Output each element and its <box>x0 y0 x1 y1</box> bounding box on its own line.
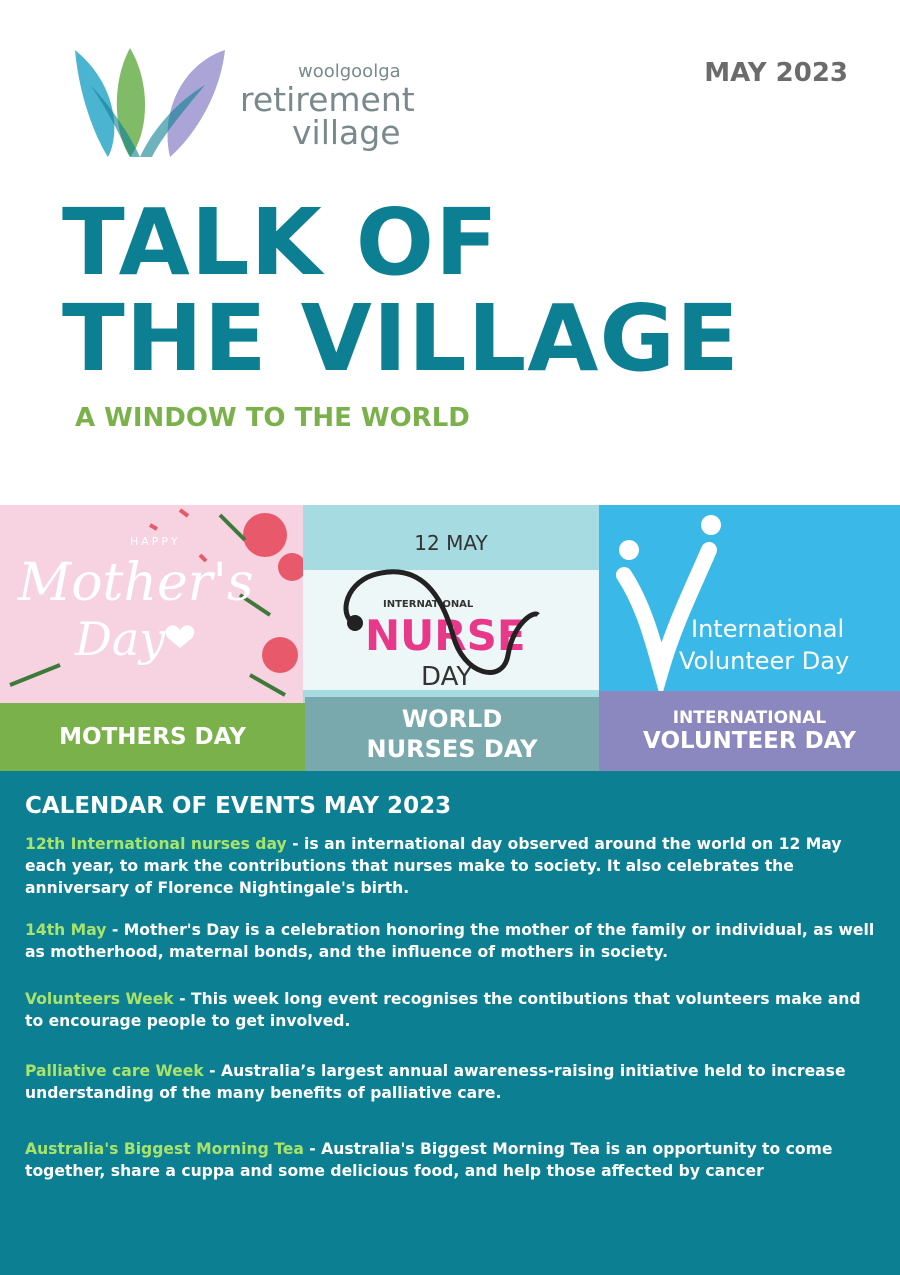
logo-line-1: retirement <box>240 80 415 119</box>
flower-decoration-icon <box>0 505 303 705</box>
image-volunteer-day-text: Volunteer Day <box>679 647 850 675</box>
event-name: 14th May <box>25 921 112 939</box>
event-description: - Australia's Biggest Morning Tea is an opportunity to come together, share a cuppa and some delicious food, and help those affected by cancer <box>25 1140 833 1180</box>
title-line-2: THE VILLAGE <box>62 285 740 392</box>
issue-date: MAY 2023 <box>704 58 848 88</box>
event-name: Volunteers Week <box>25 990 174 1008</box>
event-item <box>25 919 875 963</box>
image-mothers-text: Mother's <box>18 553 254 613</box>
mothers-day-label <box>0 703 305 771</box>
image-nurse-text: NURSE <box>365 611 526 660</box>
nurses-day-label-line-2: NURSES DAY <box>366 735 538 763</box>
volunteer-day-label-line-2: VOLUNTEER DAY <box>643 728 856 754</box>
logo-small-text: woolgoolga <box>298 61 401 82</box>
event-description: - Mother's Day is a celebration honoring the mother of the family or individual, as well as motherhood, maternal bonds, and the influence of mothers in society. <box>25 921 875 961</box>
image-international-text: International <box>691 615 845 643</box>
logo-leaves-icon <box>70 45 230 165</box>
image-date-text: 12 MAY <box>414 531 488 555</box>
logo-line-2: village <box>292 113 401 152</box>
event-item <box>25 988 875 1032</box>
event-item <box>25 1138 875 1182</box>
event-item <box>25 1060 875 1104</box>
volunteer-day-image <box>599 505 900 705</box>
title-line-1: TALK OF <box>62 189 499 296</box>
nurses-day-image <box>303 505 599 705</box>
event-description: - is an international day observed around the world on 12 May each year, to mark the contributions that nurses make to society. It also celebrates the anniversary of Florence Nightingale's birth. <box>25 835 842 897</box>
mothers-day-image <box>0 505 303 705</box>
image-day-text: DAY <box>421 662 473 692</box>
event-name: Australia's Biggest Morning Tea <box>25 1140 304 1158</box>
nurses-day-label <box>305 697 599 771</box>
calendar-title: CALENDAR OF EVENTS MAY 2023 <box>25 793 452 819</box>
image-happy-text: HAPPY <box>130 535 181 548</box>
logo <box>70 45 430 165</box>
event-name: Palliative care Week <box>25 1062 204 1080</box>
mothers-day-label-text: MOTHERS DAY <box>59 724 246 750</box>
event-name: 12th International nurses day <box>25 835 287 853</box>
volunteer-day-label-line-1: INTERNATIONAL <box>672 708 827 728</box>
stethoscope-icon <box>303 505 599 705</box>
newsletter-subtitle: A WINDOW TO THE WORLD <box>75 403 470 433</box>
nurses-day-label-line-1: WORLD <box>401 705 503 733</box>
event-description: - This week long event recognises the contibutions that volunteers make and to encourage people to get involved. <box>25 990 861 1030</box>
volunteer-day-label <box>599 691 900 771</box>
volunteer-figure-icon <box>599 505 900 705</box>
image-day-text: Day <box>75 612 166 666</box>
event-description: - Australia’s largest annual awareness-raising initiative held to increase understanding of the many benefits of palliative care. <box>25 1062 846 1102</box>
image-international-text: INTERNATIONAL <box>383 599 474 610</box>
newsletter-title <box>62 189 740 392</box>
calendar-section <box>0 771 900 1275</box>
event-item <box>25 833 875 899</box>
